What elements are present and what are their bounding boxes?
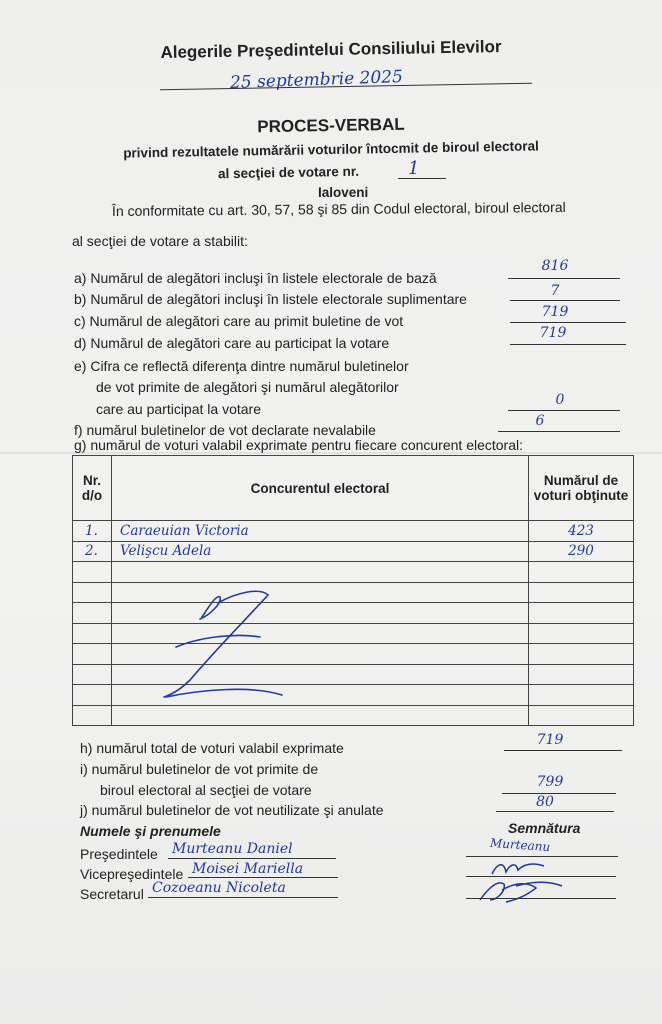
election-title: Alegerile Preşedintelui Consiliului Elevilor (160, 37, 502, 62)
z-strike-mark (150, 585, 290, 715)
president-label: Preşedintele (80, 846, 158, 862)
secretary-signature-line (466, 898, 616, 899)
item-h-value: 719 (536, 732, 564, 748)
header-nr: Nr. d/o (73, 456, 112, 521)
intro-line-2: al secţiei de votare a stabilit: (72, 233, 248, 249)
president-name-line (168, 858, 336, 859)
document-subtitle: privind rezultatele numărării voturilor întocmit de biroul electoral (123, 138, 539, 161)
item-c-line (510, 322, 626, 323)
table-row (73, 521, 634, 542)
header-votes: Numărul de voturi obţinute (529, 456, 634, 521)
section-number: 1 (408, 158, 420, 179)
item-b-line (510, 300, 620, 301)
item-g-label: g) numărul de voturi valabil exprimate pentru fiecare concurent electoral: (74, 437, 524, 453)
item-h-line (504, 750, 622, 751)
item-e-line-2: de vot primite de alegători şi numărul alegătorilor (96, 379, 399, 395)
item-j-label: j) numărul buletinelor de vot neutilizate şi anulate (80, 802, 384, 818)
table-row (73, 541, 634, 562)
signature-heading: Semnătura (508, 820, 581, 836)
item-b-value: 7 (550, 283, 560, 299)
section-label: al secţiei de votare nr. (217, 163, 360, 182)
item-e-line (508, 410, 620, 411)
names-heading: Numele şi prenumele (80, 823, 221, 839)
item-i-value: 799 (536, 774, 564, 790)
item-e-value: 0 (555, 392, 565, 408)
row-1-nr: 1. (73, 521, 112, 542)
secretary-label: Secretarul (80, 886, 144, 902)
vice-name-line (188, 877, 338, 878)
item-a-label: a) Numărul de alegători incluşi în listele electorale de bază (74, 270, 437, 286)
secretary-name-line (148, 897, 338, 898)
item-c-label: c) Numărul de alegători care au primit buletine de vot (74, 313, 404, 329)
secretary-signature-mark (476, 876, 566, 906)
item-j-line (496, 811, 614, 812)
item-f-value: 6 (535, 413, 545, 429)
row-1-votes: 423 (529, 521, 634, 542)
vice-label: Vicepreşedintele (80, 866, 184, 882)
item-d-label: d) Numărul de alegători care au participat la votare (74, 335, 390, 351)
item-e-line-3: care au participat la votare (96, 401, 261, 417)
section-line (398, 178, 446, 179)
intro-line-1: În conformitate cu art. 30, 57, 58 şi 85 din Codul electoral, biroul electoral (111, 199, 566, 219)
item-j-value: 80 (536, 794, 554, 810)
item-b-label: b) Numărul de alegători incluşi în listele electorale suplimentare (74, 291, 467, 307)
row-2-nr: 2. (73, 541, 112, 562)
header-candidate: Concurentul electoral (112, 456, 529, 521)
president-signature-line (466, 856, 618, 857)
item-f-label: f) numărul buletinelor de vot declarate nevalabile (74, 422, 376, 438)
president-name: Murteanu Daniel (172, 841, 293, 857)
item-i-line-1: i) numărul buletinelor de vot primite de (80, 761, 319, 777)
secretary-name: Cozoeanu Nicoleta (152, 880, 286, 896)
vice-name: Moisei Mariella (192, 861, 304, 877)
handwritten-date: 25 septembrie 2025 (229, 66, 404, 94)
item-a-line (508, 278, 620, 279)
item-e-line-1: e) Cifra ce reflectă diferenţa dintre numărul buletinelor (74, 358, 409, 374)
item-i-line-2: biroul electoral al secţiei de votare (100, 782, 312, 798)
item-a-value: 816 (541, 258, 569, 274)
item-d-value: 719 (539, 325, 567, 341)
row-2-name: Velişcu Adela (112, 541, 529, 562)
row-2-votes: 290 (529, 541, 634, 562)
item-h-label: h) numărul total de voturi valabil exprimate (80, 740, 344, 756)
document-title: PROCES-VERBAL (257, 114, 405, 137)
item-f-line (498, 431, 620, 432)
president-signature: Murteanu (489, 835, 551, 855)
table-row (73, 562, 634, 583)
locality: Ialoveni (318, 185, 369, 200)
row-1-name: Caraeuian Victoria (112, 521, 529, 542)
item-d-line (510, 344, 626, 345)
table-header-row (73, 456, 634, 521)
item-c-value: 719 (541, 304, 569, 320)
